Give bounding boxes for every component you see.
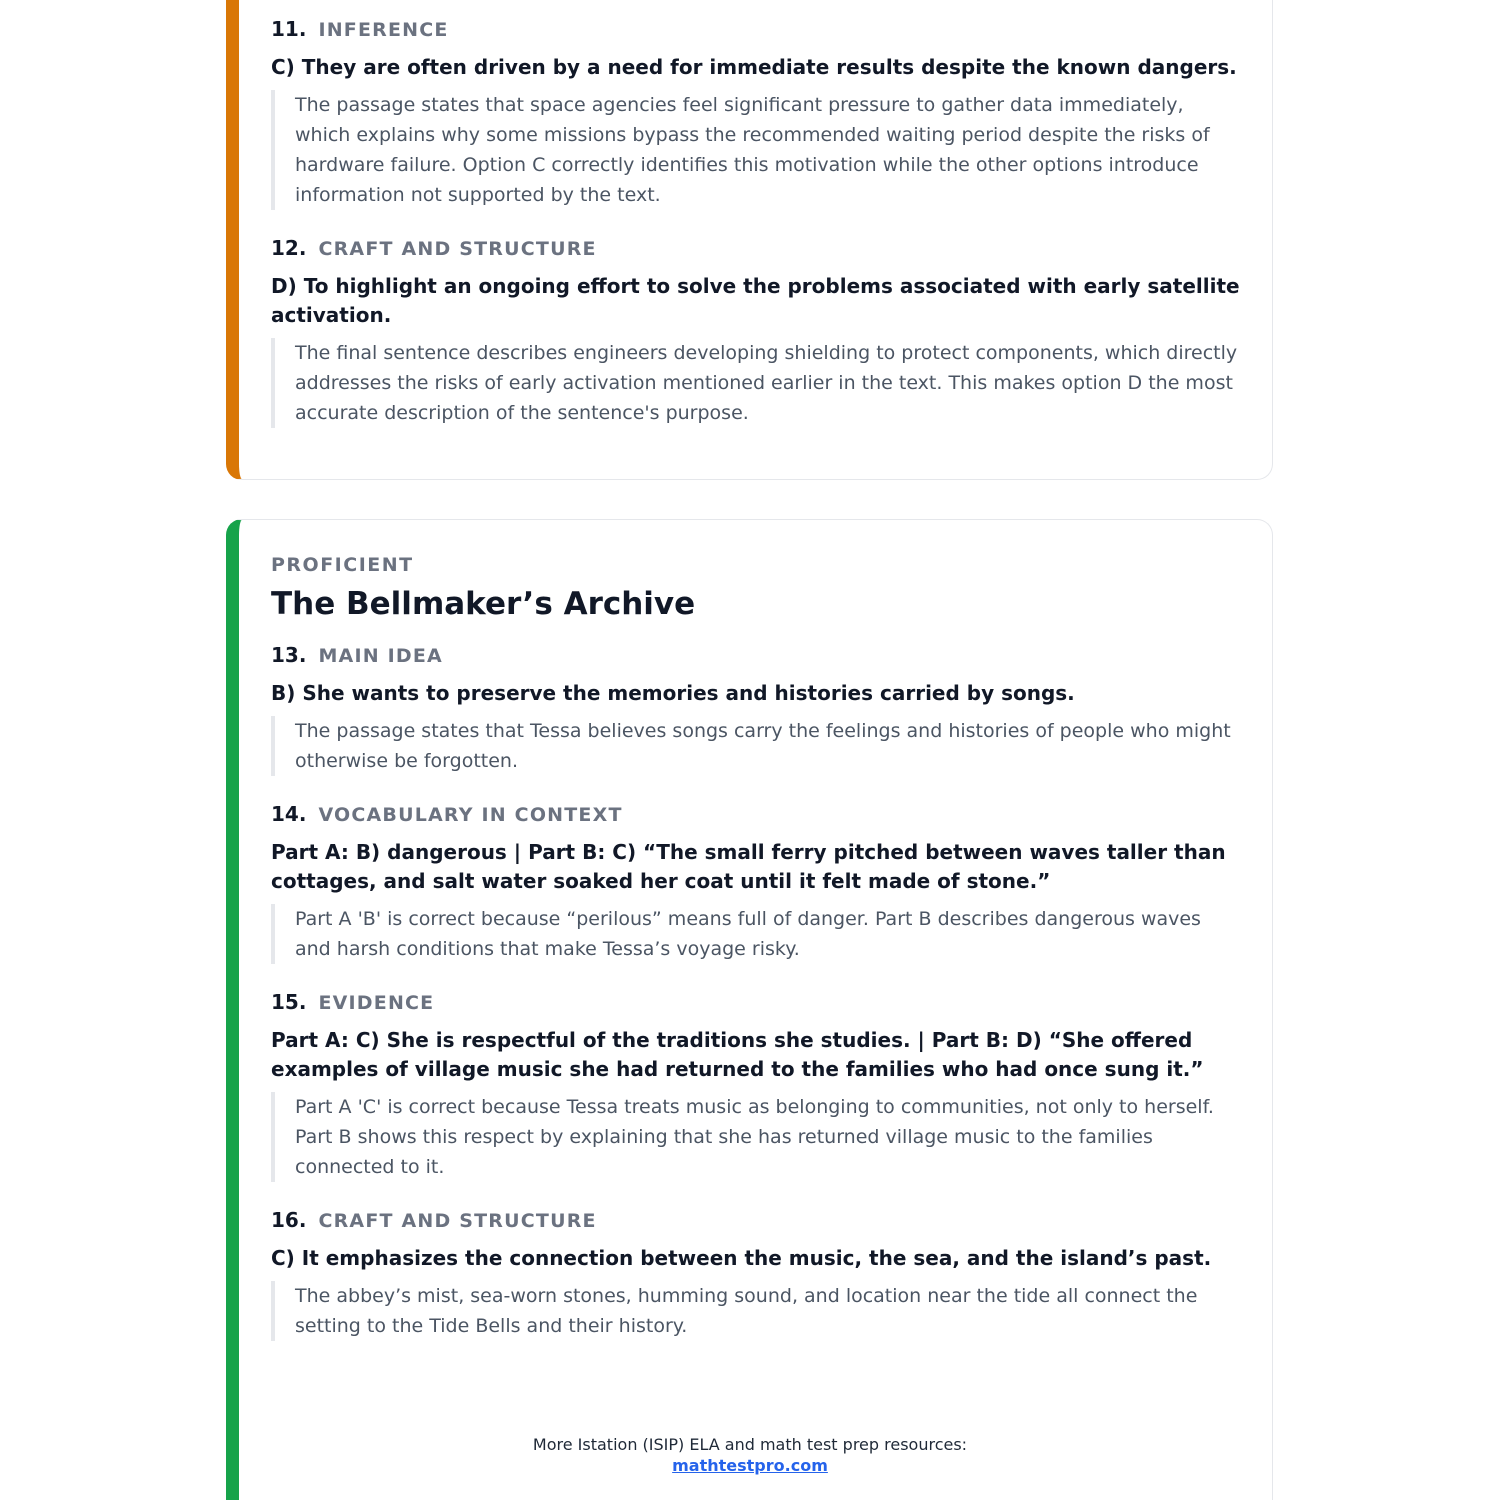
question-category: CRAFT AND STRUCTURE: [318, 1210, 597, 1232]
question-header: [271, 642, 1240, 669]
question-header: [271, 235, 1240, 262]
question-block-12: [271, 235, 1240, 428]
question-header: [271, 989, 1240, 1016]
answer-explanation: The passage states that Tessa believes songs carry the feelings and histories of people who might otherwise be forgotten.: [271, 716, 1240, 776]
correct-answer: C) It emphasizes the connection between the music, the sea, and the island’s past.: [271, 1246, 1212, 1270]
level-label: PROFICIENT: [271, 554, 414, 576]
question-category: CRAFT AND STRUCTURE: [318, 238, 597, 260]
answer-card-proficient: [226, 519, 1273, 1500]
question-block-16: [271, 1207, 1240, 1341]
question-category: MAIN IDEA: [318, 645, 443, 667]
question-header: [271, 1207, 1240, 1234]
question-category: EVIDENCE: [318, 992, 435, 1014]
footer-text: More Istation (ISIP) ELA and math test prep resources:: [532, 1435, 968, 1454]
question-category: INFERENCE: [318, 19, 449, 41]
question-block-13: [271, 642, 1240, 776]
answer-explanation: Part A 'B' is correct because “perilous” means full of danger. Part B describes dangerous waves and harsh conditions that make Tessa’s voyage risky.: [271, 904, 1240, 964]
passage-title: The Bellmaker’s Archive: [271, 586, 696, 622]
answer-explanation: Part A 'C' is correct because Tessa treats music as belonging to communities, not only to herself. Part B shows this respect by explaining that she has returned village music to the families connected to it.: [271, 1092, 1240, 1182]
question-number: 15.: [271, 990, 307, 1014]
question-number: 13.: [271, 643, 307, 667]
correct-answer: D) To highlight an ongoing effort to solve the problems associated with early satellite activation.: [271, 274, 1240, 327]
question-category: VOCABULARY IN CONTEXT: [318, 804, 623, 826]
answer-explanation: The abbey’s mist, sea-worn stones, humming sound, and location near the tide all connect the setting to the Tide Bells and their history.: [271, 1281, 1240, 1341]
question-number: 14.: [271, 802, 307, 826]
question-number: 16.: [271, 1208, 307, 1232]
correct-answer: Part A: C) She is respectful of the traditions she studies. | Part B: D) “She offered examples of village music she had returned to the families who had once sung it.”: [271, 1028, 1204, 1081]
footer: [0, 1434, 1500, 1476]
footer-link[interactable]: mathtestpro.com: [672, 1456, 828, 1475]
question-block-15: [271, 989, 1240, 1182]
correct-answer: B) She wants to preserve the memories and histories carried by songs.: [271, 681, 1075, 705]
answer-explanation: The final sentence describes engineers developing shielding to protect components, which directly addresses the risks of early activation mentioned earlier in the text. This makes option D the most accurate description of the sentence's purpose.: [271, 338, 1240, 428]
question-number: 12.: [271, 236, 307, 260]
question-header: [271, 16, 1240, 43]
correct-answer: C) They are often driven by a need for immediate results despite the known dangers.: [271, 55, 1237, 79]
question-header: [271, 801, 1240, 828]
question-number: 11.: [271, 17, 307, 41]
correct-answer: Part A: B) dangerous | Part B: C) “The small ferry pitched between waves taller than cottages, and salt water soaked her coat until it felt made of stone.”: [271, 840, 1226, 893]
answer-explanation: The passage states that space agencies feel significant pressure to gather data immediately, which explains why some missions bypass the recommended waiting period despite the risks of hardware failure. Option C correctly identifies this motivation while the other options introduce information not supported by the text.: [271, 90, 1240, 210]
answer-card-upper: [226, 0, 1273, 480]
question-block-11: [271, 16, 1240, 210]
question-block-14: [271, 801, 1240, 964]
